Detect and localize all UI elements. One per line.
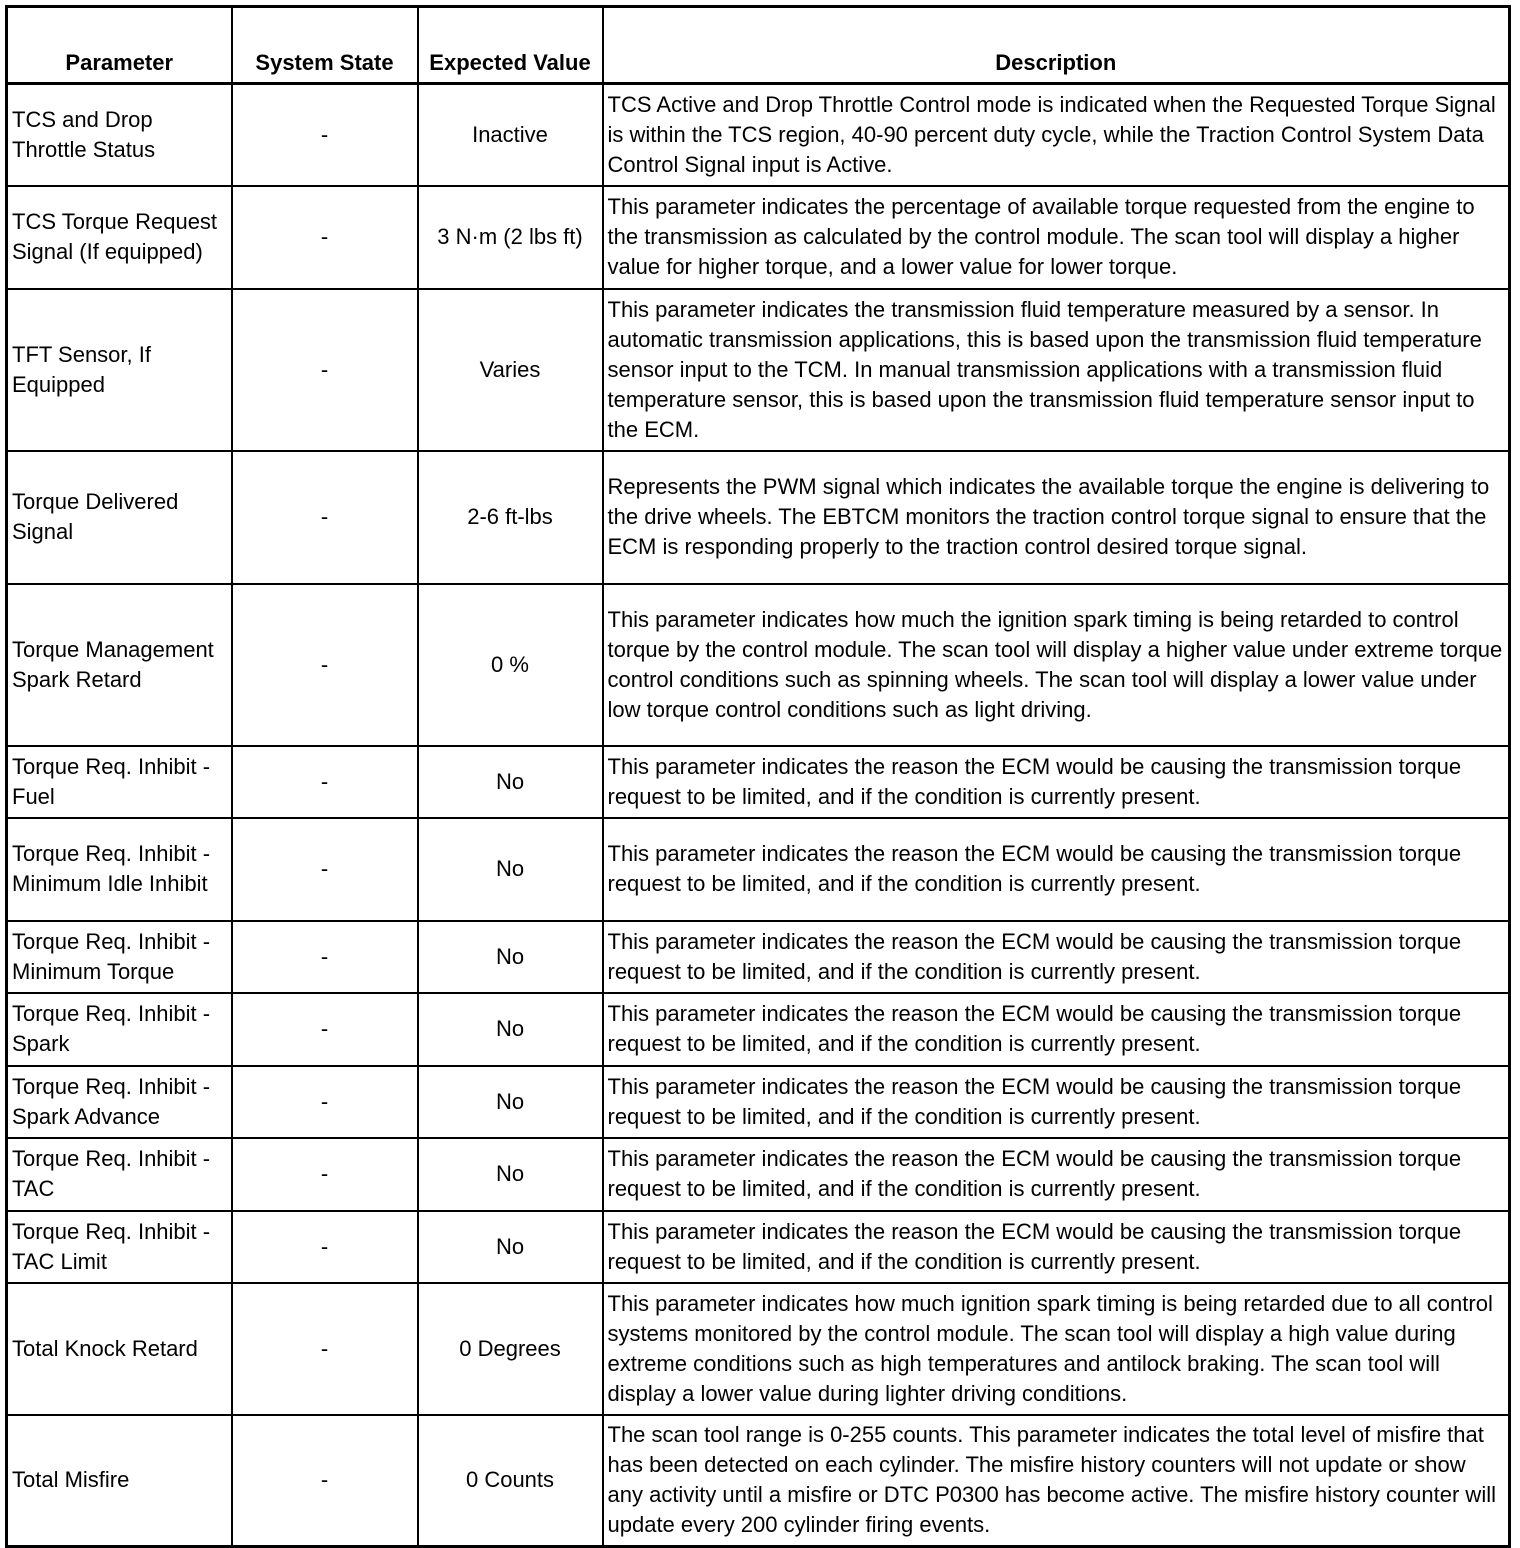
table-row: [7, 186, 1510, 289]
table-body: [7, 84, 1510, 1547]
description-cell: This parameter indicates the reason the ECM would be causing the transmission torque request to be limited, and if the condition is currently present.: [603, 1066, 1510, 1138]
description-cell: This parameter indicates the reason the ECM would be causing the transmission torque request to be limited, and if the condition is currently present.: [603, 1211, 1510, 1283]
parameter-cell: Torque Req. Inhibit - TAC: [7, 1138, 232, 1211]
table-row: [7, 84, 1510, 186]
system-state-cell: -: [232, 1066, 418, 1138]
parameter-cell: Torque Delivered Signal: [7, 451, 232, 584]
description-cell: This parameter indicates how much the ignition spark timing is being retarded to control torque by the control module. The scan tool will display a higher value under extreme torque control conditions such as spinning wheels. The scan tool will display a lower value under low torque control conditions such as light driving.: [603, 584, 1510, 746]
expected-value-cell: No: [418, 818, 603, 921]
description-cell: This parameter indicates the transmission fluid temperature measured by a sensor. In automatic transmission applications, this is based upon the transmission fluid temperature sensor input to the TCM. In manual transmission applications with a transmission fluid temperature sensor, this is based upon the transmission fluid temperature sensor input to the ECM.: [603, 289, 1510, 451]
table-row: [7, 1211, 1510, 1283]
expected-value-cell: No: [418, 1211, 603, 1283]
table-row: [7, 746, 1510, 818]
system-state-cell: -: [232, 186, 418, 289]
table-row: [7, 584, 1510, 746]
parameter-cell: TFT Sensor, If Equipped: [7, 289, 232, 451]
parameter-cell: Torque Req. Inhibit - TAC Limit: [7, 1211, 232, 1283]
parameter-cell: Torque Management Spark Retard: [7, 584, 232, 746]
parameter-cell: Torque Req. Inhibit - Minimum Idle Inhibit: [7, 818, 232, 921]
parameter-cell: Torque Req. Inhibit - Fuel: [7, 746, 232, 818]
expected-value-cell: No: [418, 921, 603, 993]
system-state-cell: -: [232, 1283, 418, 1415]
expected-value-cell: 3 N·m (2 lbs ft): [418, 186, 603, 289]
system-state-cell: -: [232, 746, 418, 818]
description-cell: This parameter indicates the reason the ECM would be causing the transmission torque request to be limited, and if the condition is currently present.: [603, 921, 1510, 993]
expected-value-cell: No: [418, 993, 603, 1066]
expected-value-cell: 0 Counts: [418, 1415, 603, 1547]
expected-value-cell: No: [418, 746, 603, 818]
table-row: [7, 1415, 1510, 1547]
parameter-cell: Torque Req. Inhibit - Spark: [7, 993, 232, 1066]
expected-value-cell: No: [418, 1066, 603, 1138]
description-cell: TCS Active and Drop Throttle Control mode is indicated when the Requested Torque Signal is within the TCS region, 40-90 percent duty cycle, while the Traction Control System Data Control Signal input is Active.: [603, 84, 1510, 186]
system-state-cell: -: [232, 993, 418, 1066]
header-parameter: Parameter: [7, 7, 232, 84]
header-description: Description: [603, 7, 1510, 84]
parameter-cell: Total Misfire: [7, 1415, 232, 1547]
system-state-cell: -: [232, 451, 418, 584]
system-state-cell: -: [232, 818, 418, 921]
expected-value-cell: 0 %: [418, 584, 603, 746]
description-cell: This parameter indicates the reason the ECM would be causing the transmission torque request to be limited, and if the condition is currently present.: [603, 993, 1510, 1066]
expected-value-cell: Inactive: [418, 84, 603, 186]
system-state-cell: -: [232, 1211, 418, 1283]
parameter-cell: Torque Req. Inhibit - Spark Advance: [7, 1066, 232, 1138]
header-expected-value: Expected Value: [418, 7, 603, 84]
table-row: [7, 1283, 1510, 1415]
expected-value-cell: 2-6 ft-lbs: [418, 451, 603, 584]
expected-value-cell: 0 Degrees: [418, 1283, 603, 1415]
system-state-cell: -: [232, 84, 418, 186]
table-header: [7, 7, 1510, 84]
parameter-cell: TCS Torque Request Signal (If equipped): [7, 186, 232, 289]
system-state-cell: -: [232, 584, 418, 746]
system-state-cell: -: [232, 1138, 418, 1211]
table-row: [7, 1138, 1510, 1211]
system-state-cell: -: [232, 921, 418, 993]
description-cell: This parameter indicates the reason the ECM would be causing the transmission torque request to be limited, and if the condition is currently present.: [603, 818, 1510, 921]
header-system-state: System State: [232, 7, 418, 84]
system-state-cell: -: [232, 1415, 418, 1547]
table-row: [7, 921, 1510, 993]
table-row: [7, 1066, 1510, 1138]
description-cell: This parameter indicates the percentage of available torque requested from the engine to the transmission as calculated by the control module. The scan tool will display a higher value for higher torque, and a lower value for lower torque.: [603, 186, 1510, 289]
table-row: [7, 289, 1510, 451]
expected-value-cell: Varies: [418, 289, 603, 451]
expected-value-cell: No: [418, 1138, 603, 1211]
header-row: [7, 7, 1510, 84]
table-row: [7, 818, 1510, 921]
description-cell: This parameter indicates the reason the ECM would be causing the transmission torque request to be limited, and if the condition is currently present.: [603, 1138, 1510, 1211]
parameter-cell: Torque Req. Inhibit - Minimum Torque: [7, 921, 232, 993]
description-cell: This parameter indicates how much ignition spark timing is being retarded due to all control systems monitored by the control module. The scan tool will display a high value during extreme conditions such as high temperatures and antilock braking. The scan tool will display a lower value during lighter driving conditions.: [603, 1283, 1510, 1415]
description-cell: This parameter indicates the reason the ECM would be causing the transmission torque request to be limited, and if the condition is currently present.: [603, 746, 1510, 818]
parameter-cell: Total Knock Retard: [7, 1283, 232, 1415]
system-state-cell: -: [232, 289, 418, 451]
parameter-cell: TCS and Drop Throttle Status: [7, 84, 232, 186]
table-row: [7, 451, 1510, 584]
description-cell: The scan tool range is 0-255 counts. This parameter indicates the total level of misfire that has been detected on each cylinder. The misfire history counters will not update or show any activity until a misfire or DTC P0300 has become active. The misfire history counter will update every 200 cylinder firing events.: [603, 1415, 1510, 1547]
table-row: [7, 993, 1510, 1066]
description-cell: Represents the PWM signal which indicates the available torque the engine is delivering to the drive wheels. The EBTCM monitors the traction control torque signal to ensure that the ECM is responding properly to the traction control desired torque signal.: [603, 451, 1510, 584]
scan-tool-parameters-table: [5, 5, 1511, 1548]
